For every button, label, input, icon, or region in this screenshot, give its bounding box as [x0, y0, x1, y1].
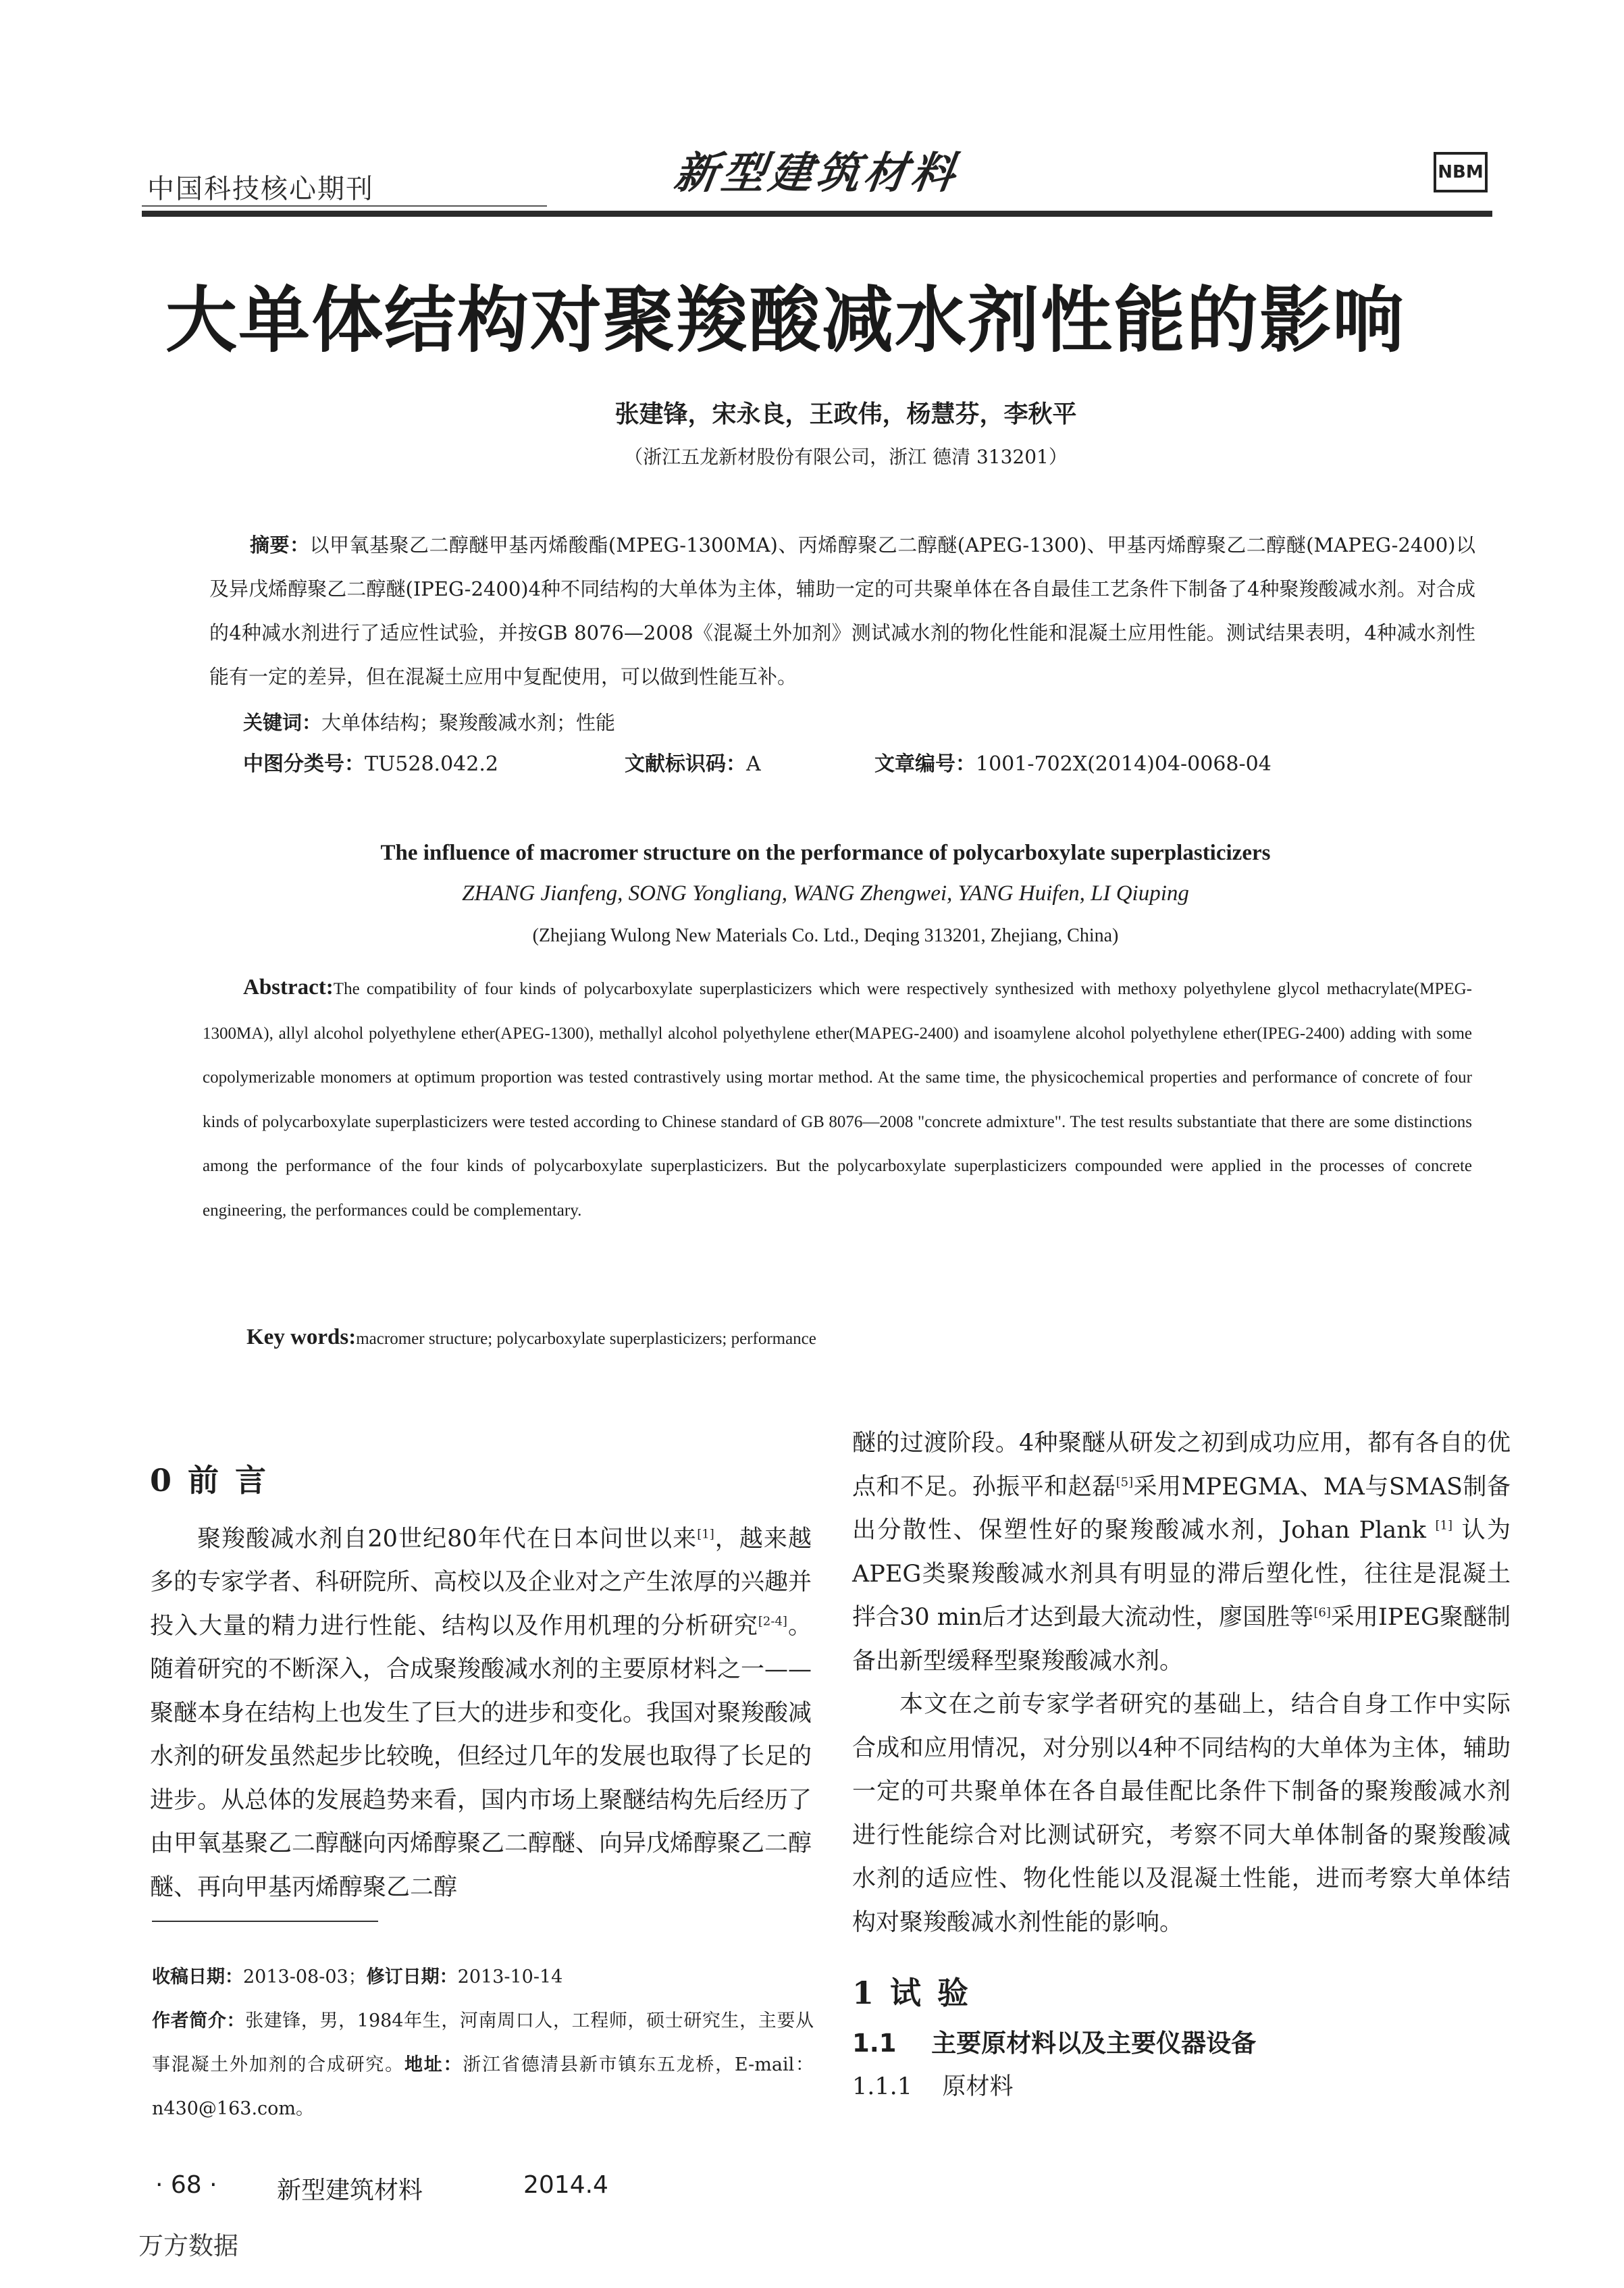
footer-journal-name: 新型建筑材料 — [277, 2177, 423, 2204]
right-text-4: 采用IPEG聚醚制备出新型缓释型聚羧酸减水剂。 — [852, 1604, 1511, 1675]
address-text: 浙江省德清县新市镇东五龙桥，E-mail：n430@163.com。 — [152, 2054, 814, 2119]
abstract-en — [203, 966, 1472, 1232]
header-rule — [142, 211, 1492, 217]
clc-value: TU528.042.2 — [365, 752, 498, 776]
keywords-en-text: macromer structure; polycarboxylate superplasticizers; performance — [356, 1330, 816, 1348]
keywords-cn-label: 关键词： — [243, 711, 322, 734]
body-left-column — [150, 1459, 812, 1909]
abstract-cn-text: 以甲氧基聚乙二醇醚甲基丙烯酸酯(MPEG-1300MA)、丙烯醇聚乙二醇醚(APEG-1300)、甲基丙烯醇聚乙二醇醚(MAPEG-2400)以及异戊烯醇聚乙二醇醚(IPEG-2400)4种不同结构的大单体为主体，辅助一定的可共聚单体在各自最佳工艺条件下制备了4种聚羧酸减水剂。对合成的4种减水剂进行了适应性试验，并按GB 8076—2008《混凝土外加剂》测试减水剂的物化性能和混凝土应用性能。测试结果表明，4种减水剂性能有一定的差异，但在混凝土应用中复配使用，可以做到性能互补。 — [209, 534, 1475, 688]
citation-6[interactable]: [6] — [1313, 1605, 1331, 1620]
article-number — [874, 747, 1272, 777]
affiliation-cn: （浙江五龙新材股份有限公司，浙江 德清 313201） — [624, 446, 1068, 468]
intro-text-3: 。随着研究的不断深入，合成聚羧酸减水剂的主要原材料之一——聚醚本身在结构上也发生了巨大的进步和变化。我国对聚羧酸减水剂的研发虽然起步比较晚，但经过几年的发展也取得了长足的进步。从总体的发展趋势来看，国内市场上聚醚结构先后经历了由甲氧基聚乙二醇醚向丙烯醇聚乙二醇醚、向异戊烯醇聚乙二醇醚、再向甲基丙烯醇聚乙二醇 — [150, 1612, 812, 1901]
address-label: 地址： — [404, 2054, 463, 2075]
right-text-2: 采用MPEGMA、MA与SMAS制备出分散性、保塑性好的聚羧酸减水剂，Johan Plank — [852, 1473, 1511, 1544]
footer-issue: 2014.4 — [523, 2171, 608, 2199]
keywords-cn-text: 大单体结构；聚羧酸减水剂；性能 — [321, 711, 616, 734]
clc-number — [243, 747, 498, 777]
paper-title-cn: 大单体结构对聚羧酸减水剂性能的影响 — [165, 279, 1405, 362]
received-label: 收稿日期： — [152, 1967, 243, 1987]
abstract-cn-label: 摘要： — [250, 534, 310, 556]
received-date: 2013-08-03； — [243, 1967, 367, 1987]
section-1-heading: 1 试 验 — [852, 1975, 972, 2011]
intro-text-2: ，越来越多的专家学者、科研院所、高校以及企业对之产生浓厚的兴趣并投入大量的精力进行性能、结构以及作用机理的分析研究 — [150, 1525, 812, 1640]
citation-1[interactable]: [1] — [697, 1526, 714, 1541]
page-number: · 68 · — [155, 2171, 217, 2199]
wanfang-watermark: 万方数据 — [138, 2231, 238, 2260]
journal-core-label: 中国科技核心期刊 — [147, 174, 374, 205]
keywords-en — [246, 1325, 816, 1350]
author-bio-text: 张建锋，男，1984年生，河南周口人，工程师，硕士研究生，主要从事混凝土外加剂的合成研究。 — [152, 2010, 814, 2075]
citation-2-4[interactable]: [2-4] — [758, 1613, 787, 1628]
authors-en: ZHANG Jianfeng, SONG Yongliang, WANG Zhengwei, YANG Huifen, LI Qiuping — [462, 881, 1189, 906]
clc-label: 中图分类号： — [243, 752, 365, 776]
intro-text-1: 聚羧酸减水剂自20世纪80年代在日本问世以来 — [197, 1525, 698, 1553]
author-bio-label: 作者简介： — [152, 2010, 246, 2031]
header-thin-rule — [142, 205, 547, 207]
paper-title-en: The influence of macromer structure on the performance of polycarboxylate superplasticizers — [380, 841, 1271, 865]
right-text-1: 醚的过渡阶段。4种聚醚从研发之初到成功应用，都有各自的优点和不足。孙振平和赵磊 — [852, 1430, 1511, 1501]
body-right-column — [852, 1422, 1511, 2109]
right-paragraph-2: 本文在之前专家学者研究的基础上，结合自身工作中实际合成和应用情况，对分别以4种不同结构的大单体为主体，辅助一定的可共聚单体在各自最佳配比条件下制备的聚羧酸减水剂进行性能综合对比测试研究，考察不同大单体制备的聚羧酸减水剂的适应性、物化性能以及混凝土性能，进而考察大单体结构对聚羧酸减水剂性能的影响。 — [852, 1691, 1511, 1936]
article-no-label: 文章编号： — [874, 752, 976, 776]
abstract-cn — [209, 523, 1475, 699]
authors-cn: 张建锋，宋永良，王政伟，杨慧芬，李秋平 — [614, 400, 1077, 428]
citation-1b[interactable]: [1] — [1435, 1518, 1453, 1533]
footnote-author — [152, 1999, 814, 2131]
affiliation-en: (Zhejiang Wulong New Materials Co. Ltd., Deqing 313201, Zhejiang, China) — [532, 925, 1119, 946]
nbm-logo: NBM — [1434, 152, 1488, 192]
keywords-cn — [243, 708, 615, 735]
keywords-en-label: Key words: — [246, 1325, 357, 1349]
subsection-1-1-1-heading: 1.1.1 原材料 — [852, 2073, 1014, 2100]
subsection-1-1-heading: 1.1 主要原材料以及主要仪器设备 — [852, 2028, 1257, 2058]
footnote — [152, 1955, 814, 2131]
intro-paragraph — [150, 1517, 812, 1910]
footnote-rule — [152, 1921, 378, 1922]
revised-label: 修订日期： — [366, 1967, 458, 1987]
abstract-en-label: Abstract: — [243, 975, 334, 999]
footnote-dates — [152, 1955, 814, 1999]
article-no-value: 1001-702X(2014)04-0068-04 — [976, 752, 1272, 776]
abstract-en-text: The compatibility of four kinds of polycarboxylate superplasticizers which were respectively synthesized with methoxy polyethylene glycol methacrylate(MPEG-1300MA), allyl alcohol polyethylene ether(APEG-1300), methallyl alcohol polyethylene ether(MAPEG-2400) and isoamylene alcohol polyethylene ether(IPEG-2400) adding with some copolymerizable monomers at optimum proportion was tested contrastively using mortar method. At the same time, the physicochemical properties and performance of concrete of four kinds of polycarboxylate superplasticizers were tested according to Chinese standard of GB 8076—2008 "concrete admixture". The test results substantiate that there are some distinctions among the performance of the four kinds of polycarboxylate superplasticizers. But the polycarboxylate superplasticizers compounded were applied in the processes of concrete engineering, the performances could be complementary. — [203, 980, 1472, 1220]
revised-date: 2013-10-14 — [457, 1967, 563, 1987]
right-paragraph-1 — [852, 1422, 1511, 1683]
document-code — [625, 747, 761, 777]
right-text-3: 认为APEG类聚羧酸减水剂具有明显的滞后塑化性，往往是混凝土拌合30 min后才达到最大流动性，廖国胜等 — [852, 1517, 1511, 1631]
section-0-heading: 0 前 言 — [150, 1462, 269, 1499]
citation-5[interactable]: [5] — [1116, 1474, 1134, 1489]
doc-code-value: A — [746, 752, 761, 776]
doc-code-label: 文献标识码： — [625, 752, 746, 776]
journal-calligraphy-logo: 新型建筑材料 — [671, 148, 962, 199]
